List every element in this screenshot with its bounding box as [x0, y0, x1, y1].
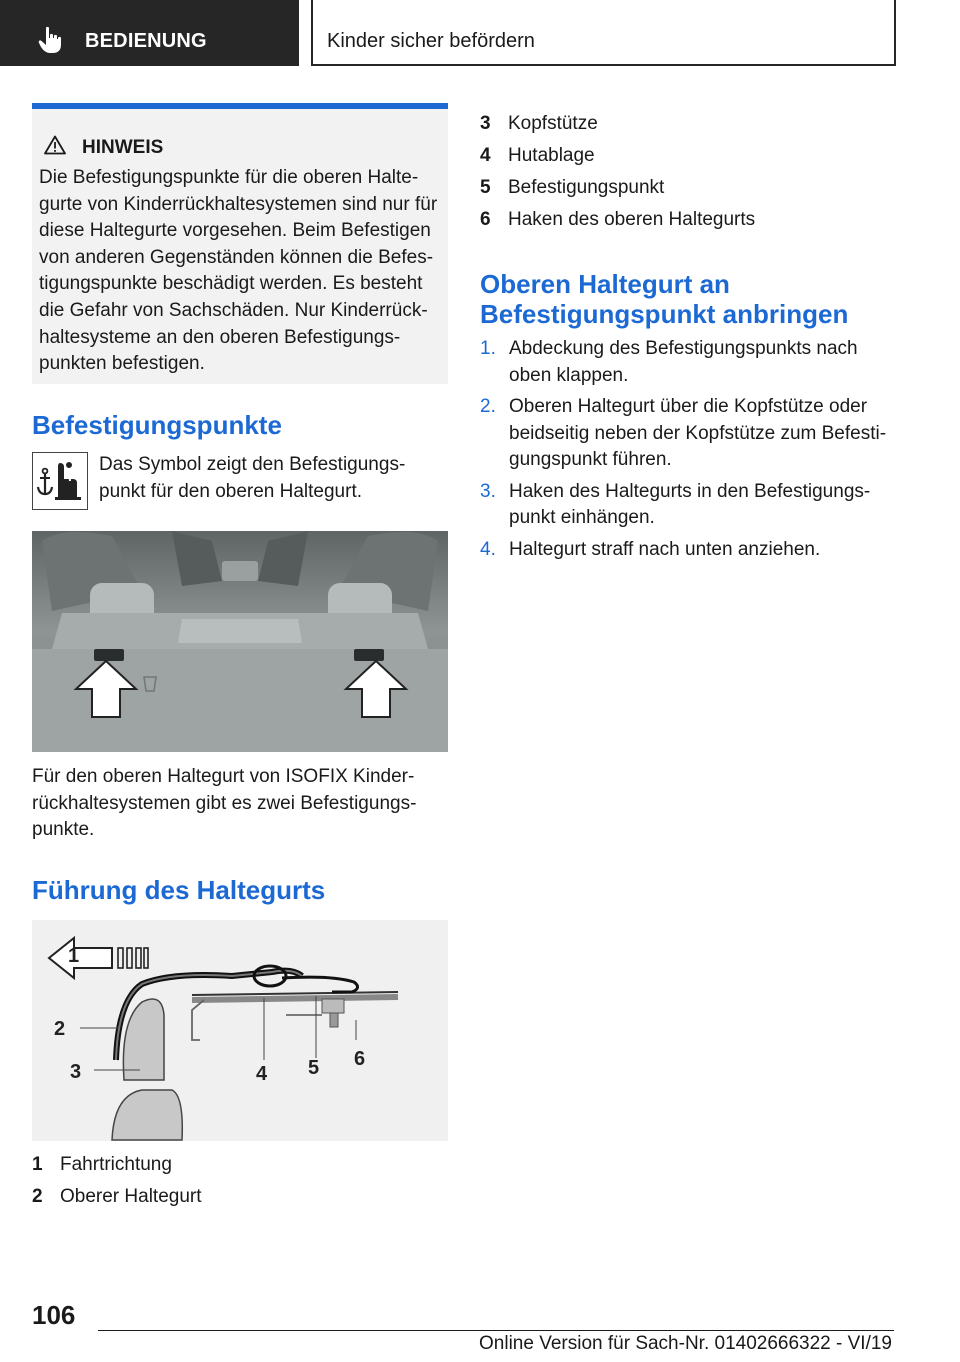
legend-text: Befestigungspunkt	[508, 177, 665, 198]
header-section-tab	[0, 0, 299, 66]
diagram-label-5: 5	[308, 1057, 320, 1079]
step-text: Haken des Haltegurts in den Befestigungspunkt einhängen.	[509, 480, 871, 529]
heading-anchor-points: Befestigungspunkte	[32, 410, 282, 440]
heading-attach-strap: Oberen Haltegurt an Befestigungspunkt anbringen	[480, 269, 849, 329]
diagram-label-3: 3	[70, 1061, 82, 1083]
diagram-label-4: 4	[256, 1063, 268, 1085]
diagram-label-1: 1	[68, 945, 80, 967]
strap-routing-diagram	[32, 920, 448, 1141]
step-item	[480, 479, 900, 532]
footer-version: Online Version für Sach-Nr. 01402666322 - VI/19	[479, 1333, 892, 1354]
note-title: HINWEIS	[82, 137, 164, 158]
section-label: BEDIENUNG	[85, 30, 207, 52]
legend-item	[480, 140, 755, 172]
step-number: 1.	[480, 338, 496, 359]
legend-num: 1	[32, 1154, 43, 1175]
note-body: Die Befestigungspunkte für die oberen Haltegurte von Kinderrückhaltesystemen sind nur für diese Haltegurte vorgesehen. Beim Befestigen von anderen Gegenständen können die Befestigungspunkte beschädigt werden. Es besteht die Gefahr von Sachschäden. Nur Kinderrückhaltesysteme an den oberen Befestigungspunkten befestigen.	[39, 167, 438, 375]
legend-left	[32, 1149, 202, 1213]
legend-text: Haken des oberen Haltegurts	[508, 209, 756, 230]
legend-num: 2	[32, 1186, 43, 1207]
step-number: 2.	[480, 395, 496, 417]
step-number: 4.	[480, 538, 496, 560]
heading-strap-routing: Führung des Haltegurts	[32, 875, 326, 905]
step-item	[480, 537, 900, 564]
warning-note	[32, 103, 448, 384]
legend-num: 5	[480, 177, 491, 198]
legend-item	[32, 1149, 202, 1181]
diagram-label-6: 6	[354, 1048, 366, 1070]
legend-num: 3	[480, 113, 491, 134]
step-text: Abdeckung des Befestigungspunkts nach oben klappen.	[509, 338, 858, 386]
rear-seat-photo	[32, 531, 448, 752]
anchor-symbol	[32, 452, 88, 510]
step-text: Oberen Haltegurt über die Kopfstütze oder beidseitig neben der Kopfstütze zum Befestigungspunkt führen.	[509, 395, 887, 471]
symbol-description: Das Symbol zeigt den Befestigungspunkt für den oberen Haltegurt.	[99, 454, 406, 502]
page-number: 106	[32, 1300, 76, 1330]
legend-num: 6	[480, 209, 491, 230]
anchor-paragraph: Für den oberen Haltegurt von ISOFIX Kinderrückhaltesystemen gibt es zwei Befestigungspunkte.	[32, 766, 417, 841]
footer-divider	[98, 1330, 894, 1331]
diagram-label-2: 2	[54, 1018, 66, 1040]
header-chapter-box	[311, 0, 896, 66]
legend-num: 4	[480, 145, 491, 166]
step-text: Haltegurt straff nach unten anziehen.	[509, 538, 821, 560]
legend-text: Kopfstütze	[508, 113, 598, 134]
steps-list	[480, 336, 900, 568]
chapter-title: Kinder sicher befördern	[327, 30, 535, 52]
legend-item	[480, 204, 755, 236]
legend-item	[480, 172, 755, 204]
warning-triangle-icon	[44, 135, 66, 155]
legend-item	[480, 108, 755, 140]
legend-text: Hutablage	[508, 145, 595, 166]
legend-text: Fahrtrichtung	[60, 1154, 172, 1175]
legend-right	[480, 108, 755, 236]
step-number: 3.	[480, 480, 496, 502]
legend-text: Oberer Haltegurt	[60, 1186, 202, 1207]
step-item	[480, 336, 900, 389]
hand-pointer-icon	[38, 26, 64, 54]
step-item	[480, 394, 900, 474]
child-seat-anchor-icon	[33, 453, 86, 508]
legend-item	[32, 1181, 202, 1213]
